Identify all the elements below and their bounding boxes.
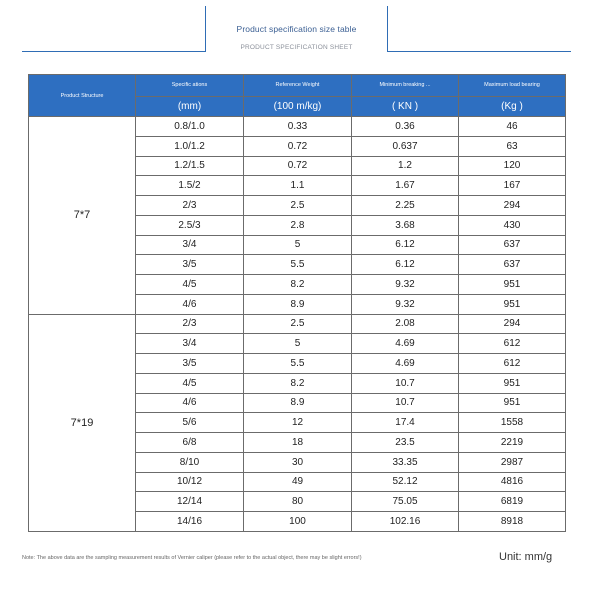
weight-cell: 49	[244, 472, 352, 492]
breaking-cell: 10.7	[352, 373, 459, 393]
col-header-breaking: Minimum breaking ...	[352, 75, 459, 97]
spec-cell: 1.5/2	[136, 176, 244, 196]
spec-cell: 3/5	[136, 255, 244, 275]
col-unit-spec: (mm)	[136, 97, 244, 117]
spec-cell: 12/14	[136, 492, 244, 512]
weight-cell: 18	[244, 433, 352, 453]
spec-cell: 0.8/1.0	[136, 117, 244, 137]
load-cell: 951	[459, 294, 566, 314]
header-frame-right	[387, 6, 571, 52]
load-cell: 637	[459, 255, 566, 275]
weight-cell: 5	[244, 235, 352, 255]
load-cell: 294	[459, 314, 566, 334]
load-cell: 612	[459, 334, 566, 354]
table-row	[29, 314, 566, 334]
weight-cell: 0.72	[244, 136, 352, 156]
spec-cell: 14/16	[136, 512, 244, 532]
weight-cell: 8.2	[244, 275, 352, 295]
spec-cell: 8/10	[136, 452, 244, 472]
spec-cell: 2.5/3	[136, 215, 244, 235]
spec-table	[28, 74, 566, 532]
weight-cell: 2.5	[244, 314, 352, 334]
spec-cell: 4/6	[136, 294, 244, 314]
spec-cell: 2/3	[136, 314, 244, 334]
breaking-cell: 23.5	[352, 433, 459, 453]
col-header-structure: Product Structure	[29, 75, 136, 117]
weight-cell: 8.2	[244, 373, 352, 393]
col-header-load: Maximum load bearing	[459, 75, 566, 97]
breaking-cell: 4.69	[352, 334, 459, 354]
breaking-cell: 2.25	[352, 196, 459, 216]
breaking-cell: 6.12	[352, 235, 459, 255]
breaking-cell: 6.12	[352, 255, 459, 275]
load-cell: 6819	[459, 492, 566, 512]
col-header-spec: Specific ations	[136, 75, 244, 97]
weight-cell: 2.8	[244, 215, 352, 235]
spec-cell: 4/5	[136, 275, 244, 295]
load-cell: 2219	[459, 433, 566, 453]
load-cell: 951	[459, 373, 566, 393]
load-cell: 637	[459, 235, 566, 255]
weight-cell: 8.9	[244, 294, 352, 314]
spec-cell: 4/6	[136, 393, 244, 413]
breaking-cell: 0.637	[352, 136, 459, 156]
weight-cell: 5	[244, 334, 352, 354]
weight-cell: 80	[244, 492, 352, 512]
page-subtitle: PRODUCT SPECIFICATION SHEET	[240, 44, 353, 51]
breaking-cell: 17.4	[352, 413, 459, 433]
structure-cell: 7*19	[29, 314, 136, 531]
load-cell: 46	[459, 117, 566, 137]
spec-cell: 3/4	[136, 235, 244, 255]
load-cell: 2987	[459, 452, 566, 472]
spec-table-body	[29, 117, 566, 532]
spec-cell: 5/6	[136, 413, 244, 433]
weight-cell: 5.5	[244, 354, 352, 374]
spec-cell: 10/12	[136, 472, 244, 492]
load-cell: 4816	[459, 472, 566, 492]
breaking-cell: 33.35	[352, 452, 459, 472]
weight-cell: 0.72	[244, 156, 352, 176]
weight-cell: 1.1	[244, 176, 352, 196]
breaking-cell: 4.69	[352, 354, 459, 374]
breaking-cell: 1.67	[352, 176, 459, 196]
breaking-cell: 9.32	[352, 275, 459, 295]
load-cell: 8918	[459, 512, 566, 532]
unit-label: Unit: mm/g	[499, 551, 553, 563]
header-frame-left	[22, 6, 206, 52]
weight-cell: 30	[244, 452, 352, 472]
spec-cell: 1.0/1.2	[136, 136, 244, 156]
breaking-cell: 9.32	[352, 294, 459, 314]
weight-cell: 5.5	[244, 255, 352, 275]
breaking-cell: 52.12	[352, 472, 459, 492]
spec-cell: 1.2/1.5	[136, 156, 244, 176]
breaking-cell: 10.7	[352, 393, 459, 413]
load-cell: 612	[459, 354, 566, 374]
structure-cell: 7*7	[29, 117, 136, 315]
load-cell: 167	[459, 176, 566, 196]
spec-cell: 6/8	[136, 433, 244, 453]
spec-cell: 4/5	[136, 373, 244, 393]
breaking-cell: 1.2	[352, 156, 459, 176]
col-unit-breaking: ( KN )	[352, 97, 459, 117]
weight-cell: 8.9	[244, 393, 352, 413]
weight-cell: 2.5	[244, 196, 352, 216]
col-unit-load: (Kg )	[459, 97, 566, 117]
weight-cell: 0.33	[244, 117, 352, 137]
load-cell: 951	[459, 393, 566, 413]
load-cell: 1558	[459, 413, 566, 433]
breaking-cell: 0.36	[352, 117, 459, 137]
load-cell: 120	[459, 156, 566, 176]
footnote: Note: The above data are the sampling measurement results of Vernier caliper (please refer to the actual object, there may be slight errors!)	[22, 555, 362, 561]
breaking-cell: 2.08	[352, 314, 459, 334]
col-header-weight: Reference Weight	[244, 75, 352, 97]
spec-cell: 3/5	[136, 354, 244, 374]
page-title: Product specification size table	[236, 24, 357, 34]
load-cell: 294	[459, 196, 566, 216]
spec-cell: 2/3	[136, 196, 244, 216]
weight-cell: 12	[244, 413, 352, 433]
col-unit-weight: (100 m/kg)	[244, 97, 352, 117]
breaking-cell: 75.05	[352, 492, 459, 512]
breaking-cell: 3.68	[352, 215, 459, 235]
breaking-cell: 102.16	[352, 512, 459, 532]
load-cell: 430	[459, 215, 566, 235]
spec-cell: 3/4	[136, 334, 244, 354]
load-cell: 63	[459, 136, 566, 156]
table-row	[29, 117, 566, 137]
weight-cell: 100	[244, 512, 352, 532]
load-cell: 951	[459, 275, 566, 295]
